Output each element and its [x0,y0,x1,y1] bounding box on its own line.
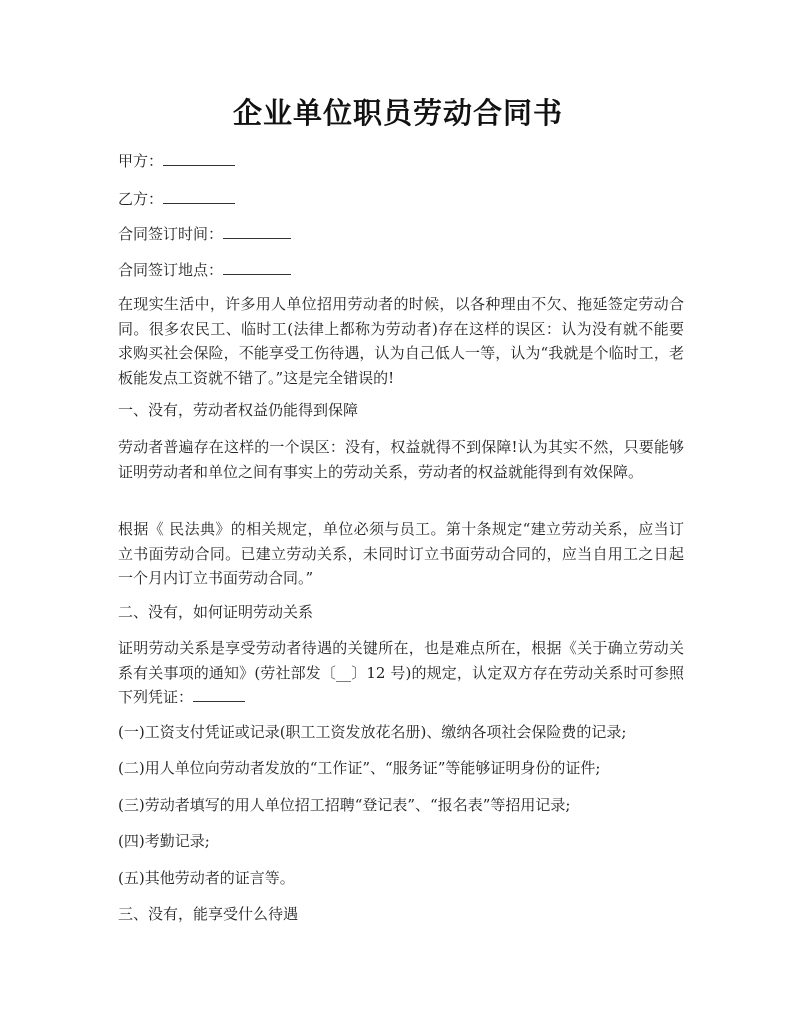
signing-date-label: 合同签订时间： [118,225,224,243]
section-1-paragraph-2: 根据《 民法典》的相关规定，单位必须与员工。第十条规定“建立劳动关系，应当订立书面劳动合同。已建立劳动关系，未同时订立书面劳动合同的，应当自用工之日起一个月内订立书面劳动合同。” [118,520,684,588]
signing-place-field [118,258,688,282]
section-2-paragraph-1 [118,636,684,710]
document-title: 企业单位职员劳动合同书 [232,96,563,130]
section-1-paragraph-1: 劳动者普遍存在这样的一个误区：没有，权益就得不到保障!认为其实不然，只要能够证明劳动者和单位之间有事实上的劳动关系，劳动者的权益就能得到有效保障。 [118,438,684,481]
evidence-blank [193,685,245,702]
party-b-label: 乙方： [118,190,164,208]
signing-date-field [118,222,688,246]
section-2-heading: 二、没有，如何证明劳动关系 [118,603,314,621]
section-1-heading: 一、没有，劳动者权益仍能得到保障 [118,401,359,419]
list-item: (三)劳动者填写的用人单位招工招聘“登记表”、“报名表”等招用记录; [118,796,571,814]
list-item: (五)其他劳动者的证言等。 [118,869,295,887]
party-a-blank [163,149,235,166]
party-a-label: 甲方： [118,152,164,170]
signing-place-label: 合同签订地点： [118,261,224,279]
section-3-heading: 三、没有，能享受什么待遇 [118,905,299,923]
party-a-field [118,149,688,173]
party-b-blank [163,187,235,204]
section-2-paragraph-1-text: 证明劳动关系是享受劳动者待遇的关键所在，也是难点所在，根据《关于确立劳动关系有关事项的通知》(劳社部发〔__〕12 号)的规定，认定双方存在劳动关系时可参照下列凭证： [118,639,684,707]
list-item: (四)考勤记录; [118,832,210,850]
signing-place-blank [223,258,291,275]
intro-paragraph: 在现实生活中，许多用人单位招用劳动者的时候，以各种理由不欠、拖延签定劳动合同。很多农民工、临时工(法律上都称为劳动者)存在这样的误区：认为没有就不能要求购买社会保险，不能享受工伤待遇，认为自己低人一等，认为“我就是个临时工，老板能发点工资就不错了。”这是完全错误的! [118,295,684,387]
list-item: (一)工资支付凭证或记录(职工工资发放花名册)、缴纳各项社会保险费的记录; [118,723,627,741]
signing-date-blank [223,222,291,239]
party-b-field [118,187,688,211]
list-item: (二)用人单位向劳动者发放的“工作证”、“服务证”等能够证明身份的证件; [118,759,601,777]
